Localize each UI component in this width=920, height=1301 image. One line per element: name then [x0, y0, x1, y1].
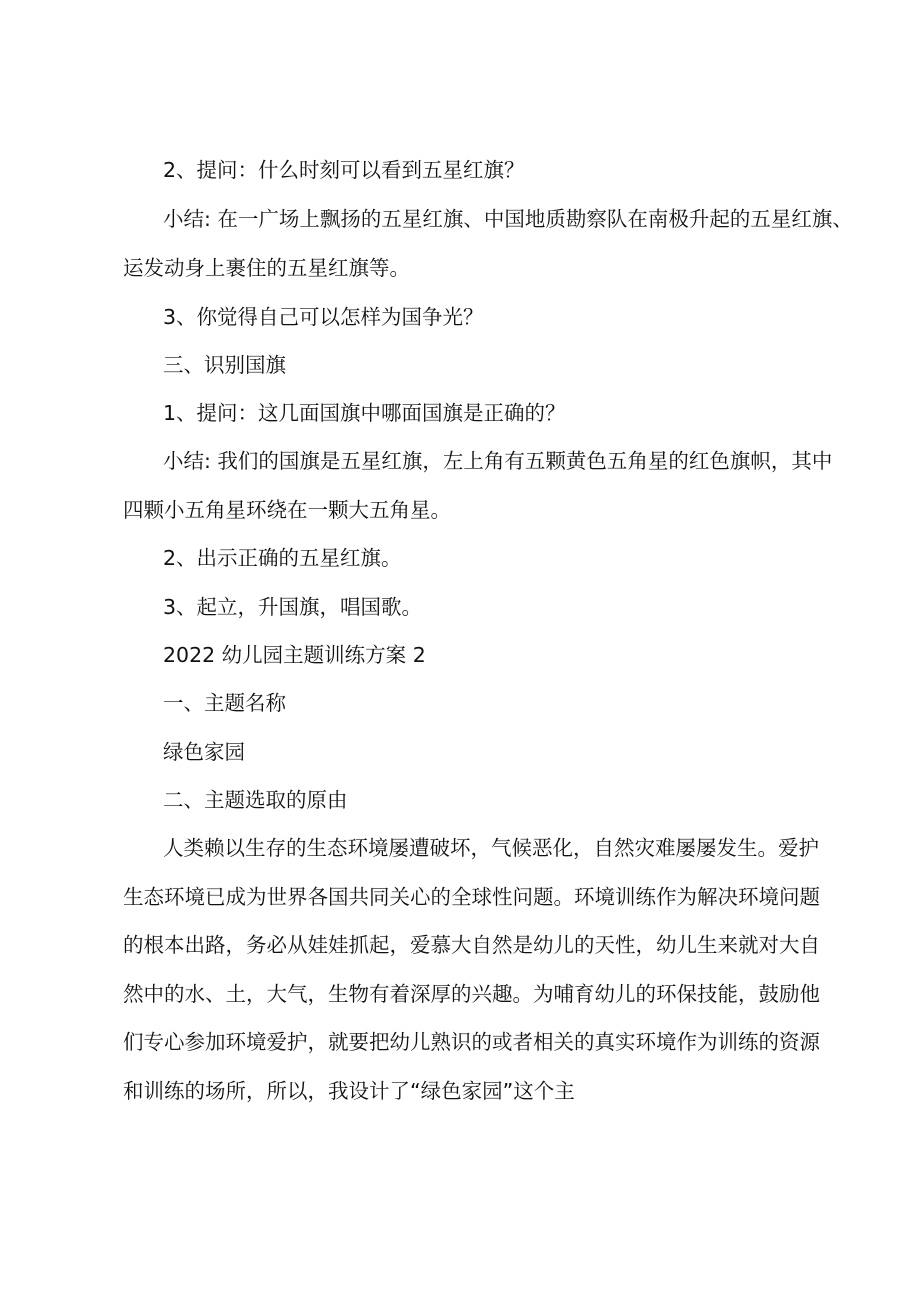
text-line: 绿色家园 — [163, 740, 245, 764]
text-line: 生态环境已成为世界各国共同关心的全球性问题。环境训练作为解决环境问题 — [123, 885, 820, 909]
text-line: 和训练的场所，所以，我设计了“绿色家园”这个主 — [123, 1079, 575, 1103]
section-heading: 一、主题名称 — [163, 691, 286, 715]
text-line: 2、提问：什么时刻可以看到五星红旗？ — [163, 158, 525, 182]
section-heading: 二、主题选取的原由 — [163, 788, 348, 812]
text-line: 2、出示正确的五星红旗。 — [163, 546, 402, 570]
text-line: 然中的水、土，大气，生物有着深厚的兴趣。为哺育幼儿的环保技能，鼓励他 — [123, 982, 820, 1006]
document-subtitle: 2022 幼儿园主题训练方案 2 — [163, 643, 426, 667]
section-heading: 三、识别国旗 — [163, 353, 286, 377]
text-line: 3、起立，升国旗，唱国歌。 — [163, 595, 423, 619]
text-line: 运发动身上裹住的五星红旗等。 — [123, 256, 410, 280]
text-line: 3、你觉得自己可以怎样为国争光？ — [163, 305, 484, 329]
text-line: 小结: 我们的国旗是五星红旗，左上角有五颗黄色五角星的红色旗帜，其中 — [163, 449, 833, 473]
text-line: 的根本出路，务必从娃娃抓起，爱慕大自然是幼儿的天性，幼儿生来就对大自 — [123, 933, 820, 957]
text-line: 们专心参加环境爱护，就要把幼儿熟识的或者相关的真实环境作为训练的资源 — [123, 1030, 820, 1054]
text-line: 1、提问：这几面国旗中哪面国旗是正确的？ — [163, 401, 566, 425]
text-line: 人类赖以生存的生态环境屡遭破坏，气候恶化，自然灾难屡屡发生。爱护 — [163, 836, 819, 860]
text-line: 小结: 在一广场上飘扬的五星红旗、中国地质勘察队在南极升起的五星红旗、 — [163, 207, 853, 231]
text-line: 四颗小五角星环绕在一颗大五角星。 — [123, 498, 451, 522]
